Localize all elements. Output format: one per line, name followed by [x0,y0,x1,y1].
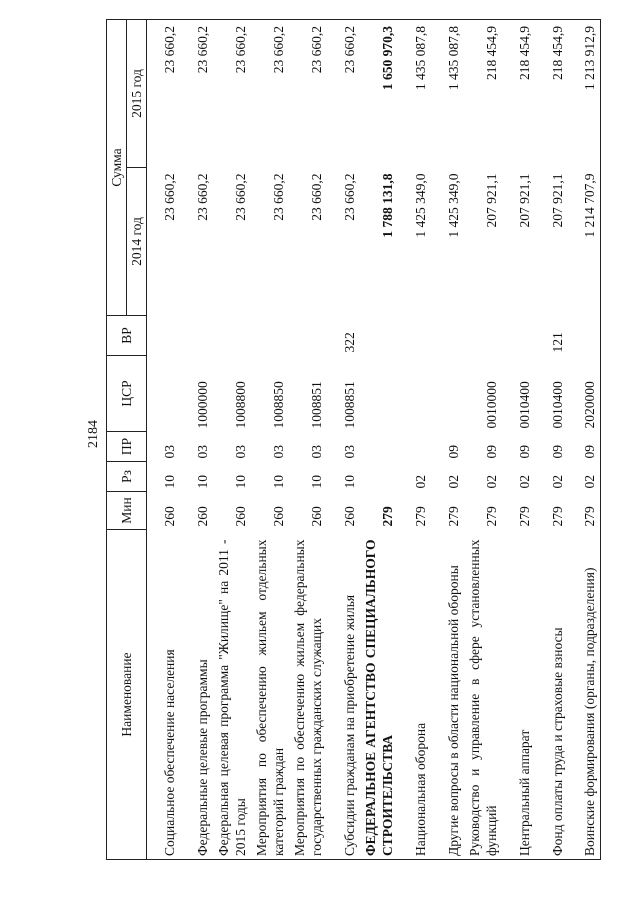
table-row [327,19,360,859]
row-sum-2014: 1 788 131,8 [379,173,395,238]
row-rz: 02 [568,462,601,492]
row-pr [360,432,398,462]
table-row [147,19,180,859]
page-number: 2184 [86,420,101,448]
row-pr: 03 [194,445,210,459]
row-sum-2014: 23 660,2 [161,173,177,221]
table-row [360,19,398,859]
row-vr [502,316,535,356]
row-sum-2015: 218 454,9 [535,19,568,167]
row-vr [147,316,180,356]
row-rz: 10 [232,475,248,489]
row-csr: 1008851 [308,381,324,429]
header-rz: Рз [107,462,147,492]
row-min: 260 [161,506,177,527]
row-sum-2015: 218 454,9 [464,19,502,167]
row-csr: 0010000 [483,381,499,429]
row-rz: 02 [483,475,499,489]
row-name: Субсидии гражданам на приобретение жилья [327,530,360,860]
header-min: Мин [107,492,147,530]
row-pr: 03 [341,445,357,459]
row-pr: 09 [483,445,499,459]
row-csr: 0010400 [516,381,532,429]
row-name: Социальное обеспечение населения [147,530,180,860]
row-min: 279 [568,492,601,530]
row-csr: 0010400 [549,381,565,429]
row-sum-2015: 218 454,9 [502,19,535,167]
table-row [568,19,601,859]
header-year-2015: 2015 год [127,19,147,167]
row-name: Фонд оплаты труда и страховые взносы [535,530,568,860]
row-sum-2014: 1 425 349,0 [412,173,428,238]
row-min: 279 [379,506,395,527]
row-sum-2014: 1 214 707,9 [568,168,601,316]
header-sum: Сумма [107,19,127,315]
row-sum-2014: 207 921,1 [549,173,565,228]
table-row [502,19,535,859]
row-sum-2015: 1 435 087,8 [431,19,464,167]
row-sum-2015: 23 660,2 [180,19,213,167]
row-csr [360,356,398,432]
row-min: 279 [412,506,428,527]
row-csr: 1008800 [232,381,248,429]
row-sum-2014: 23 660,2 [232,173,248,221]
table-row [213,19,251,859]
row-csr: 1000000 [194,381,210,429]
row-pr: 09 [445,445,461,459]
row-vr [360,316,398,356]
row-rz: 10 [194,475,210,489]
row-pr: 03 [161,445,177,459]
row-rz: 10 [308,475,324,489]
row-pr [398,432,431,462]
header-pr: ПР [107,432,147,462]
row-sum-2015: 23 660,2 [251,19,289,167]
row-name: Другие вопросы в области национальной обороны [431,530,464,860]
row-sum-2015: 23 660,2 [327,19,360,167]
row-min: 260 [270,506,286,527]
row-pr: 09 [568,432,601,462]
row-sum-2015: 23 660,2 [289,19,327,167]
row-min: 260 [308,506,324,527]
row-sum-2014: 23 660,2 [270,173,286,221]
row-vr: 121 [549,332,565,353]
row-vr [398,316,431,356]
row-csr [147,356,180,432]
row-rz: 10 [341,475,357,489]
rotated-sheet [60,20,597,860]
row-vr [180,316,213,356]
row-sum-2014: 23 660,2 [341,173,357,221]
row-vr: 322 [341,332,357,353]
row-sum-2015: 1 435 087,8 [398,19,431,167]
row-vr [289,316,327,356]
row-sum-2014: 23 660,2 [308,173,324,221]
row-csr: 2020000 [568,356,601,432]
row-sum-2015: 1 213 912,9 [568,19,601,167]
row-csr: 1008851 [341,381,357,429]
row-rz: 10 [270,475,286,489]
row-vr [213,316,251,356]
table-body [147,19,601,859]
row-sum-2014: 207 921,1 [516,173,532,228]
row-pr: 03 [270,445,286,459]
row-rz: 02 [445,475,461,489]
row-rz: 02 [549,475,565,489]
row-csr: 1008850 [270,381,286,429]
row-rz: 02 [516,475,532,489]
row-min: 279 [483,506,499,527]
table-row [535,19,568,859]
header-vr: ВР [107,316,147,356]
row-vr [568,316,601,356]
row-csr [431,356,464,432]
row-rz [360,462,398,492]
row-name: Воинские формирования (органы, подразделения) [568,530,601,860]
row-csr [398,356,431,432]
row-sum-2014: 23 660,2 [194,173,210,221]
table-row [464,19,502,859]
row-pr: 03 [232,445,248,459]
row-min: 260 [341,506,357,527]
row-pr: 03 [308,445,324,459]
row-name: Мероприятия по обеспечению жильем отдельных категорий граждан [251,530,289,860]
table-row [180,19,213,859]
table-row [251,19,289,859]
row-min: 260 [232,506,248,527]
row-name: Национальная оборона [398,530,431,860]
header-name: Наименование [107,530,147,860]
header-year-2014: 2014 год [127,168,147,316]
row-name: Федеральная целевая программа "Жилище" на 2011 - 2015 годы [213,530,251,860]
row-vr [464,316,502,356]
table-row [289,19,327,859]
header-row-1 [107,19,127,859]
row-sum-2015: 1 650 970,3 [360,19,398,167]
row-min: 260 [194,506,210,527]
table-row [398,19,431,859]
row-name: Мероприятия по обеспечению жильем федеральных государственных гражданских служащих [289,530,327,860]
row-vr [431,316,464,356]
row-sum-2015: 23 660,2 [147,19,180,167]
row-name: ФЕДЕРАЛЬНОЕ АГЕНТСТВО СПЕЦИАЛЬНОГО СТРОИТЕЛЬСТВА [360,530,398,860]
row-rz: 10 [161,475,177,489]
budget-table [106,19,601,860]
row-name: Федеральные целевые программы [180,530,213,860]
row-name: Руководство и управление в сфере установленных функций [464,530,502,860]
row-min: 279 [549,506,565,527]
row-sum-2015: 23 660,2 [213,19,251,167]
row-sum-2014: 1 425 349,0 [445,173,461,238]
row-rz: 02 [412,475,428,489]
row-vr [251,316,289,356]
row-pr: 09 [549,445,565,459]
header-csr: ЦСР [107,356,147,432]
row-pr: 09 [516,445,532,459]
row-min: 279 [516,506,532,527]
row-min: 279 [445,506,461,527]
row-name: Центральный аппарат [502,530,535,860]
row-sum-2014: 207 921,1 [483,173,499,228]
table-row [431,19,464,859]
